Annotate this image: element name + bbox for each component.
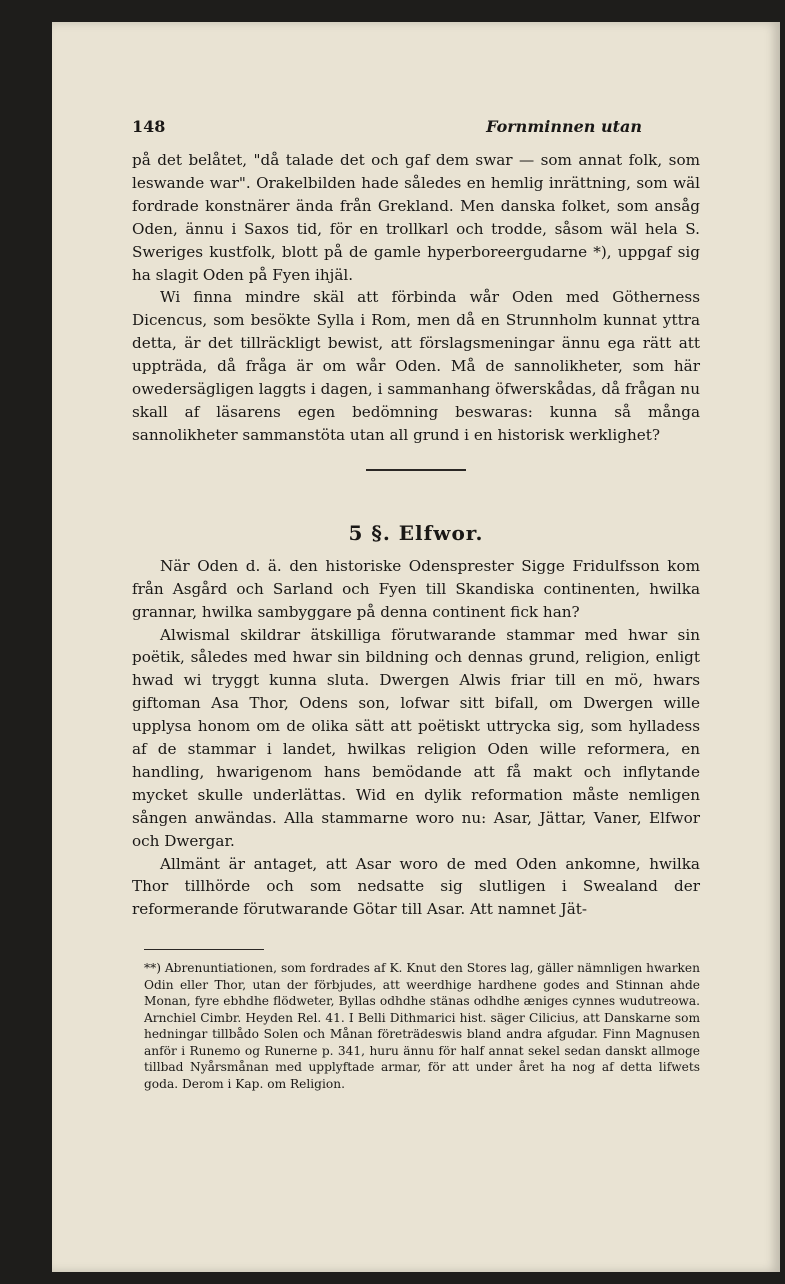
footnote: **) Abrenuntiationen, som fordrades af K. Knut den Stores lag, gäller nämnligen hwarken Odin eller Thor, utan der förbjudes, att weerdhige hardhene godes and Stinnan ahde Monan, fyre ebhdhe flödweter, Byllas odhdhe stänas odhdhe æniges cynnes wudutreowa. Arnchiel Cimbr. Heyden Rel. 41. I Belli Dithmarici hist. säger Cilicius, att Danskarne som hedningar tillbådo Solen och Månan företrädeswis bland andra afgudar. Finn Magnusen anför i Runemo og Runerne p. 341, huru ännu för half annat sekel sedan danskt allmoge tillbad Nyårsmånan med upplyftade armar, för att under året ha nog af detta lifwets goda. Derom i Kap. om Religion. <box>144 961 700 1091</box>
divider-rule <box>366 469 466 471</box>
paragraph-1: på det belåtet, "då talade det och gaf dem swar — som annat folk, som leswande war". Orakelbilden hade således en hemlig inrättning, som wäl fordrade konstnärer ända från Grekland. Men danska folket, som ansåg Oden, ännu i Saxos tid, för en trollkarl och trodde, såsom wäl hela S. Sweriges kustfolk, blott på de gamle hyperboreergudarne *), uppgaf sig ha slagit Oden på Fyen ihjäl. <box>132 151 700 284</box>
running-title: Fornminnen utan <box>486 117 642 136</box>
paragraph-3: När Oden d. ä. den historiske Odensprester Sigge Fridulfsson kom från Asgård och Sarland och Fyen till Skandiska continenten, hwilka grannar, hwilka sambyggare på denna continent fick han? <box>132 556 700 621</box>
footnote-rule <box>144 949 264 950</box>
page-text <box>132 117 700 1092</box>
paragraph-4: Alwismal skildrar ätskilliga förutwarande stammar med hwar sin poëtik, således med hwar sin bildning och dennas grund, religion, enligt hwad wi tryggt kunna sluta. Dwergen Alwis friar till en mö, hwars giftoman Asa Thor, Odens son, lofwar sitt bifall, om Dwergen wille upplysa honom om de olika sätt att poëtiskt uttrycka sig, som hylladess af de stammar i landet, hwilkas religion Oden wille reformera, en handling, hwarigenom hans bemödande att få makt och inflytande mycket skulle underlättas. Wid en dylik reformation måste nemligen sången anwändas. Alla stammarne woro nu: Asar, Jättar, Vaner, Elfwor och Dwergar. <box>132 625 700 850</box>
paragraph-2: Wi finna mindre skäl att förbinda wår Oden med Götherness Dicencus, som besökte Sylla i Rom, men då en Strunnholm kunnat yttra detta, är det tillräckligt bewist, att förslagsmeningar ännu ega rätt att uppträda, då fråga är om wår Oden. Må de sannolikheter, som här owedersägligen laggts i dagen, i sammanhang öfwerskådas, då frågan nu skall af läsarens egen bedömning beswaras: kunna så många sannolikheter sammanstöta utan all grund i en historisk werklighet? <box>132 288 700 444</box>
page-number: 148 <box>132 117 166 136</box>
book-page <box>52 22 780 1272</box>
section-heading: 5 §. Elfwor. <box>348 520 484 545</box>
running-header <box>132 117 652 136</box>
paragraph-5: Allmänt är antaget, att Asar woro de med Oden ankomne, hwilka Thor tillhörde och som nedsatte sig slutligen i Swealand der reformerande förutwarande Götar till Asar. Att namnet Jät- <box>132 854 700 919</box>
